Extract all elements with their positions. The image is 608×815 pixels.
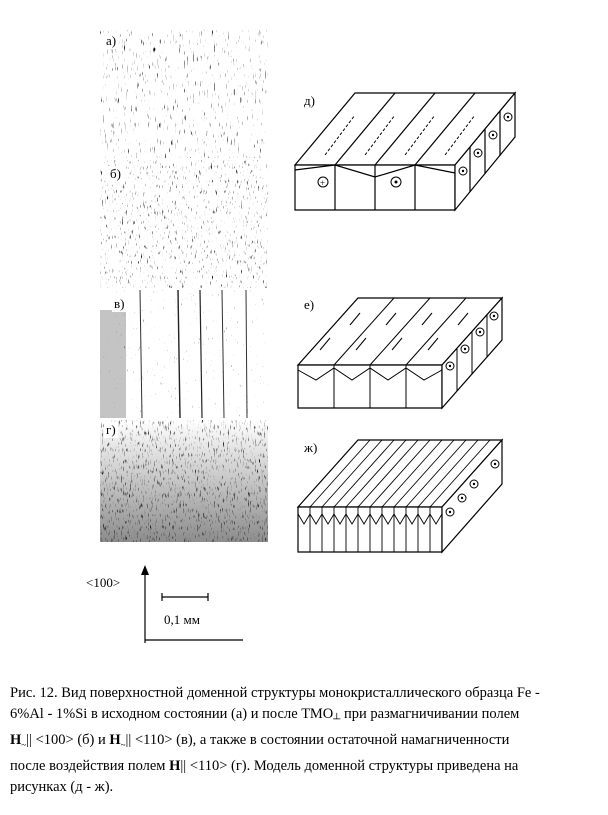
panel-label-e: е)	[304, 297, 315, 312]
panel-label-a: а)	[106, 33, 117, 48]
panel-label-b: б)	[110, 166, 121, 181]
caption-line-2	[10, 704, 598, 730]
panel-label-g: г)	[106, 422, 116, 437]
scale-baseline	[135, 638, 245, 642]
domain-model-zh	[290, 432, 520, 562]
caption-h2: H	[109, 731, 121, 748]
caption-line-3-mid: || <100> (б) и	[26, 731, 110, 748]
micrograph-g	[100, 420, 268, 542]
axis-arrow	[135, 565, 155, 645]
caption-line-3-end: || <110> (в), а также в состоянии остаточной намагниченности	[125, 731, 510, 748]
panel-label-d: д)	[304, 93, 315, 108]
domain-model-e	[290, 290, 520, 420]
domain-model-d	[285, 85, 530, 220]
caption-line-5: рисунках (д - ж).	[10, 778, 114, 795]
svg-text:+: +	[320, 178, 326, 188]
panel-label-v: в)	[114, 296, 125, 311]
caption-line-1: Рис. 12. Вид поверхностной доменной структуры монокристаллического образца Fe -	[10, 685, 540, 701]
caption-line-4-start: после воздействия полем	[10, 757, 170, 774]
scale-bar	[160, 592, 210, 602]
micrograph-b-texture	[100, 160, 268, 288]
micrograph-g-texture	[100, 420, 268, 542]
caption-h2-sub: ~	[120, 739, 126, 750]
caption-line-3	[10, 730, 598, 756]
caption-line-2-text: 6%Al - 1%Si в исходном состоянии (а) и после ТМО	[10, 706, 334, 722]
micrograph-a	[100, 30, 268, 158]
caption-h3: H	[169, 757, 181, 774]
caption-line-2-end: при размагничивании полем	[340, 706, 520, 722]
axis-label-100: <100>	[86, 575, 121, 590]
caption-line-4	[10, 756, 598, 777]
figure-caption	[10, 683, 598, 798]
caption-h1-sub: ~	[21, 739, 27, 750]
caption-h1: H	[10, 731, 22, 748]
micrograph-a-texture	[100, 30, 268, 158]
scale-bar-label: 0,1 мм	[164, 612, 200, 627]
panel-label-zh: ж)	[304, 440, 318, 455]
micrograph-b	[100, 160, 268, 288]
caption-line-2-sub: ┴	[333, 713, 341, 725]
caption-line-4-end: || <110> (г). Модель доменной структуры приведена на	[180, 757, 519, 774]
